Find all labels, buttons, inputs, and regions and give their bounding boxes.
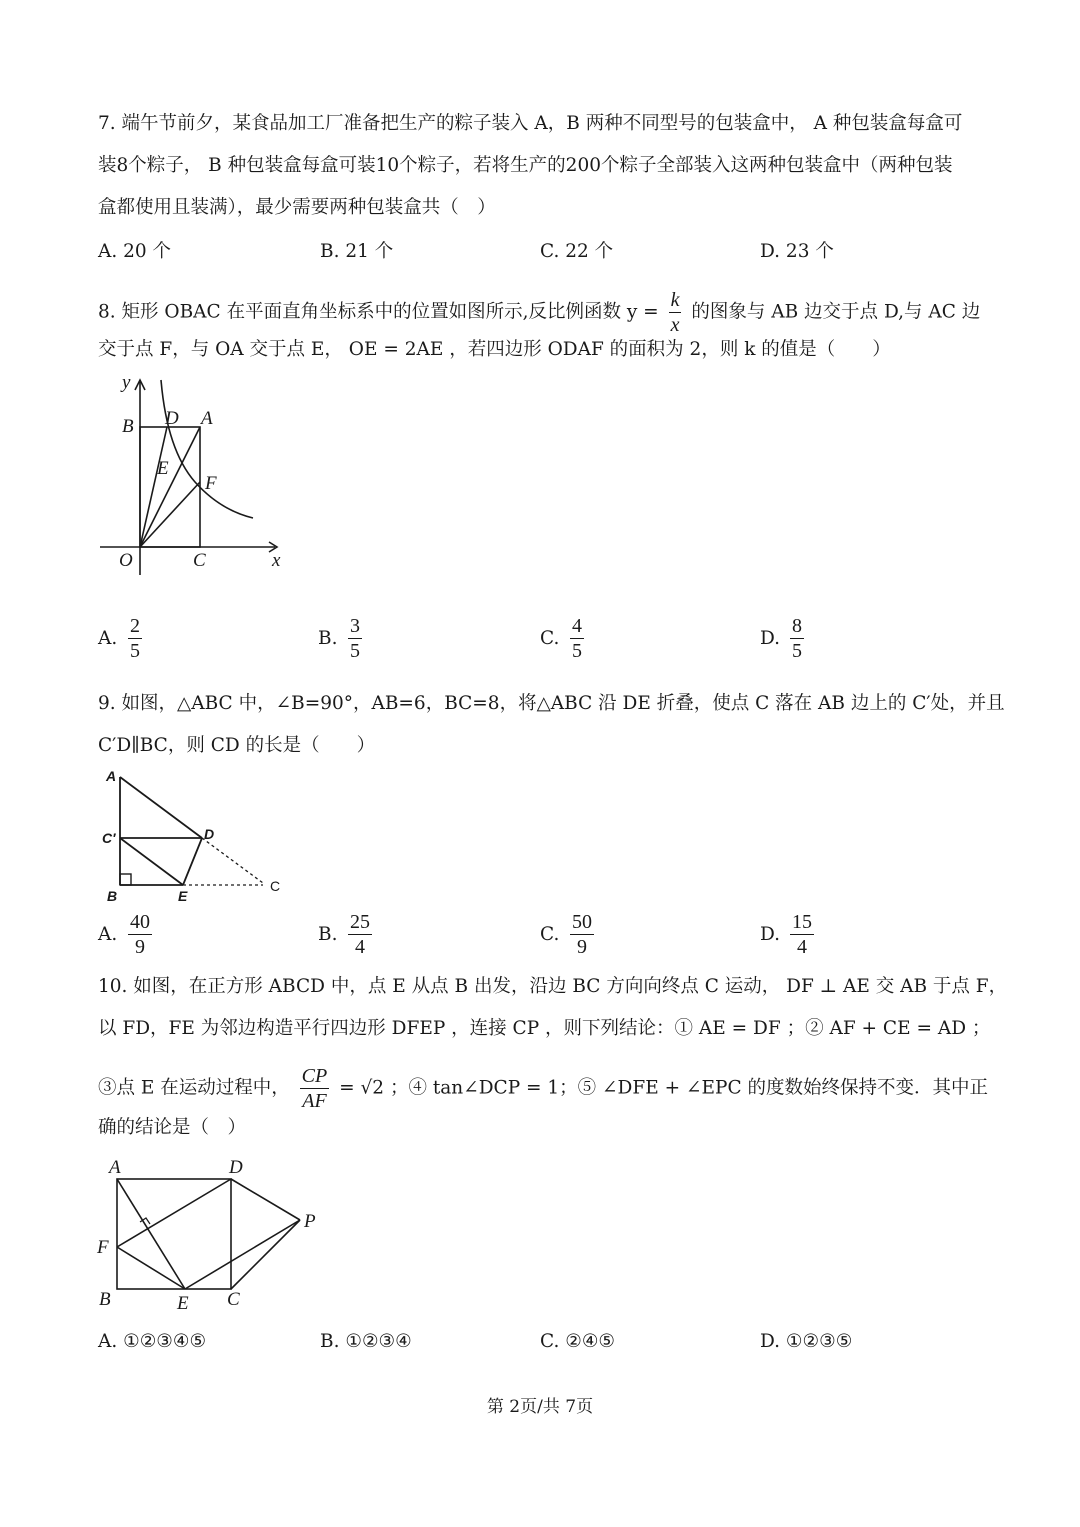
q8-option-b-den: 5: [350, 640, 360, 662]
q10-option-b[interactable]: B. ①②③④: [320, 1331, 412, 1352]
q8-option-a-num: 2: [130, 615, 140, 637]
q10-line4: 确的结论是（ ）: [98, 1117, 247, 1138]
q8-option-c-fraction: [570, 614, 584, 663]
q9-figure: [98, 765, 293, 905]
q8-label-b: B: [122, 416, 134, 437]
q9-option-c-fraction: [570, 910, 594, 959]
q8-option-c-label: C.: [540, 628, 560, 649]
q8-label-a: A: [201, 408, 213, 429]
q9-option-b-label: B.: [318, 924, 338, 945]
q8-frac-num: k: [670, 289, 680, 311]
q8-figure: [95, 370, 295, 575]
q7-option-b[interactable]: B. 21 个: [320, 241, 394, 262]
page-footer: 第 2页/共 7页: [486, 1397, 594, 1417]
q8-label-y: y: [122, 372, 131, 393]
q8-label-d: D: [165, 408, 179, 429]
q9-option-a-fraction: [128, 910, 152, 959]
q10-option-d[interactable]: D. ①②③⑤: [760, 1331, 853, 1352]
q10-label-p: P: [304, 1211, 316, 1232]
q9-option-c-label: C.: [540, 924, 560, 945]
q8-label-x: x: [272, 550, 281, 571]
q10-label-b: B: [99, 1289, 111, 1310]
q10-line3-start: ③点 E 在运动过程中，: [98, 1077, 290, 1099]
q8-option-a-den: 5: [130, 640, 140, 662]
q10-label-c: C: [227, 1289, 240, 1310]
q9-label-d: D: [204, 826, 215, 842]
q8-option-a-label: A.: [98, 628, 118, 649]
q10-line1: 10. 如图，在正方形 ABCD 中，点 E 从点 B 出发，沿边 BC 方向向终点 C 运动， DF ⊥ AE 交 AB 于点 F，: [98, 976, 1008, 997]
q8-option-b-num: 3: [350, 615, 360, 637]
q10-option-a[interactable]: A. ①②③④⑤: [98, 1331, 207, 1352]
q9-option-b-num: 25: [350, 911, 370, 933]
q10-label-e: E: [177, 1293, 189, 1314]
q8-option-d-den: 5: [792, 640, 802, 662]
q8-option-b-fraction: [348, 614, 362, 663]
q10-label-a: A: [109, 1157, 121, 1178]
q8-option-c-num: 4: [572, 615, 582, 637]
q8-option-d-num: 8: [792, 615, 802, 637]
q8-function-fraction: [669, 288, 682, 337]
q8-line1-start: 8. 矩形 OBAC 在平面直角坐标系中的位置如图所示,反比例函数 y =: [98, 301, 659, 323]
q10-ratio-fraction: [300, 1064, 330, 1113]
q10-figure: [95, 1155, 325, 1315]
q8-option-a-fraction: [128, 614, 142, 663]
q8-option-d-fraction: [790, 614, 804, 663]
q9-line1: 9. 如图，△ABC 中，∠B=90°，AB=6，BC=8，将△ABC 沿 DE 折叠，使点 C 落在 AB 边上的 C′处，并且: [98, 693, 1005, 714]
q9-option-d-fraction: [790, 910, 814, 959]
q9-line2: C′D∥BC，则 CD 的长是（ ）: [98, 735, 376, 756]
q9-option-a-num: 40: [130, 911, 150, 933]
q9-option-c-num: 50: [572, 911, 592, 933]
q9-label-b: B: [107, 888, 118, 904]
q7-option-a[interactable]: A. 20 个: [98, 241, 172, 262]
q9-option-b-fraction: [348, 910, 372, 959]
q9-option-d-num: 15: [792, 911, 812, 933]
q7-line3: 盒都使用且装满），最少需要两种包装盒共（ ）: [98, 197, 496, 218]
q8-label-o: O: [119, 550, 133, 571]
q8-frac-den: x: [670, 314, 680, 336]
q9-label-a: A: [106, 768, 117, 784]
q10-option-c[interactable]: C. ②④⑤: [540, 1331, 616, 1352]
q9-label-e: E: [178, 888, 188, 904]
q8-option-c-den: 5: [572, 640, 582, 662]
q10-frac-den: AF: [302, 1090, 327, 1112]
q7-option-d[interactable]: D. 23 个: [760, 241, 834, 262]
q8-label-c: C: [193, 550, 206, 571]
q10-label-d: D: [229, 1157, 243, 1178]
q10-frac-num: CP: [301, 1065, 328, 1087]
q9-option-c-den: 9: [577, 936, 587, 958]
q9-option-b-den: 4: [355, 936, 365, 958]
q9-option-d-den: 4: [797, 936, 807, 958]
q9-label-c-prime: C′: [102, 830, 116, 846]
q7-line1: 7. 端午节前夕，某食品加工厂准备把生产的粽子装入 A，B 两种不同型号的包装盒中， A 种包装盒每盒可: [98, 113, 963, 134]
q10-line2: 以 FD，FE 为邻边构造平行四边形 DFEP ，连接 CP ，则下列结论：① AE = DF ；② AF + CE = AD ；: [98, 1018, 991, 1039]
q8-option-b-label: B.: [318, 628, 338, 649]
q8-line2: 交于点 F，与 OA 交于点 E， OE = 2AE ，若四边形 ODAF 的面积为 2，则 k 的值是（ ）: [98, 339, 891, 360]
q9-label-c: C: [270, 878, 281, 894]
q8-line1: [98, 288, 980, 337]
q8-label-f: F: [205, 473, 217, 494]
q8-label-e: E: [157, 458, 169, 479]
q10-line3-end: = √2 ；④ tan∠DCP = 1；⑤ ∠DFE + ∠EPC 的度数始终保持不变．其中正: [339, 1077, 988, 1099]
q9-option-d-label: D.: [760, 924, 781, 945]
q8-line1-end: 的图象与 AB 边交于点 D,与 AC 边: [691, 301, 981, 323]
q8-option-d-label: D.: [760, 628, 781, 649]
q9-option-a-label: A.: [98, 924, 118, 945]
q10-line3: [98, 1064, 988, 1113]
q10-label-f: F: [97, 1237, 109, 1258]
q7-line2: 装8个粽子， B 种包装盒每盒可装10个粽子，若将生产的200个粽子全部装入这两种包装盒中（两种包装: [98, 155, 953, 176]
q7-option-c[interactable]: C. 22 个: [540, 241, 614, 262]
q9-option-a-den: 9: [135, 936, 145, 958]
